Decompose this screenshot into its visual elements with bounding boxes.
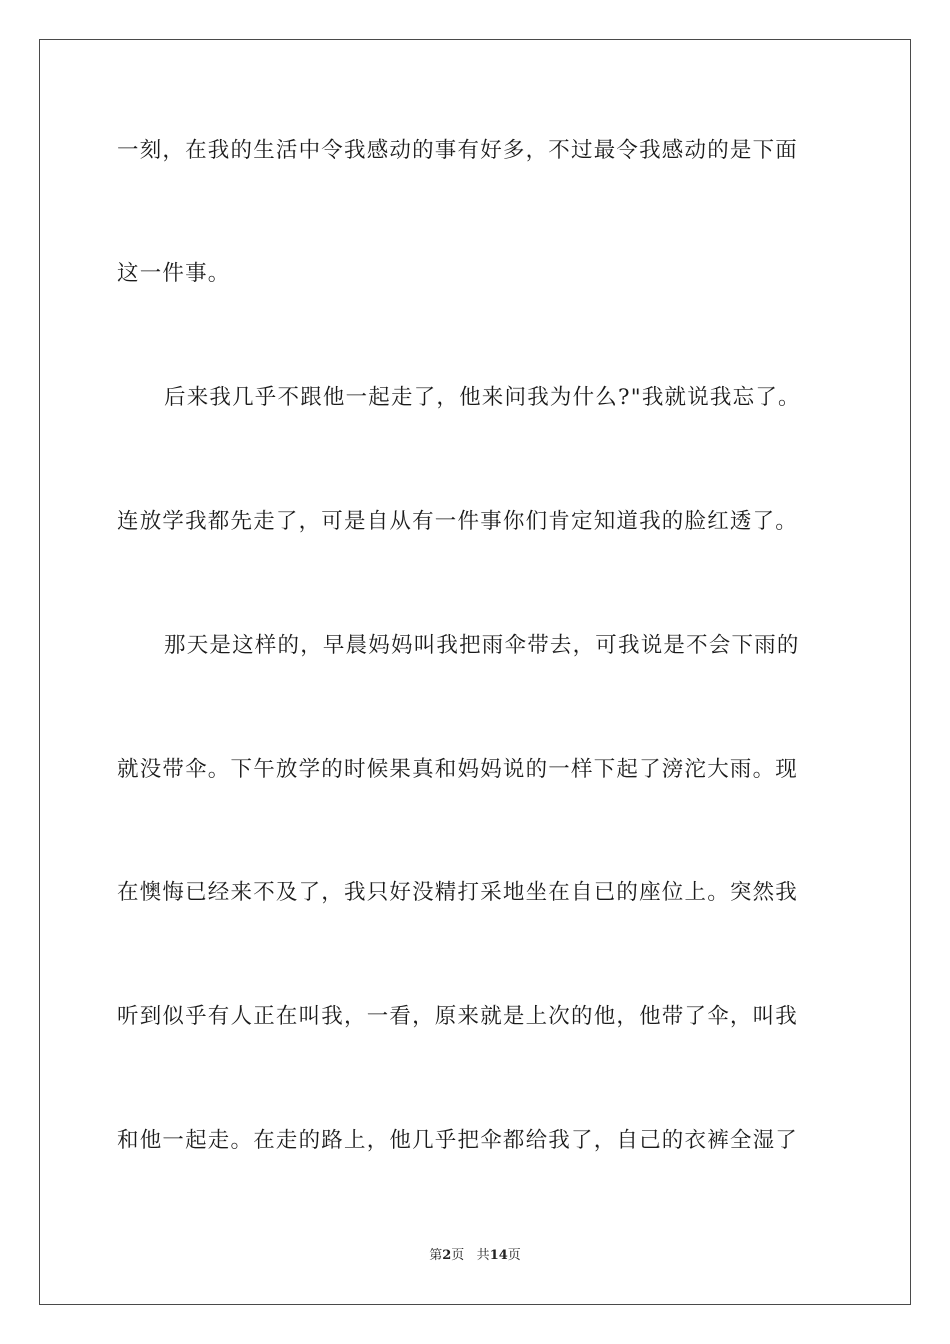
- text-line-8: 听到似乎有人正在叫我，一看，原来就是上次的他，他带了伞，叫我: [117, 1004, 799, 1029]
- text-line-5: 那天是这样的，早晨妈妈叫我把雨伞带去，可我说是不会下雨的: [164, 633, 800, 658]
- page-current-number: 2: [442, 1248, 452, 1263]
- text-line-3: 后来我几乎不跟他一起走了，他来问我为什么?"我就说我忘了。: [164, 385, 801, 410]
- text-line-2: 这一件事。: [117, 261, 231, 286]
- page-frame: [39, 39, 911, 1305]
- total-prefix: 共: [476, 1248, 490, 1263]
- page-suffix: 页: [451, 1248, 465, 1263]
- text-line-9: 和他一起走。在走的路上，他几乎把伞都给我了，自己的衣裤全湿了: [117, 1128, 799, 1153]
- text-line-6: 就没带伞。下午放学的时候果真和妈妈说的一样下起了滂沱大雨。现: [117, 757, 799, 782]
- page-footer: [0, 1246, 950, 1266]
- page-prefix: 第: [429, 1248, 443, 1263]
- text-line-1: 一刻，在我的生活中令我感动的事有好多，不过最令我感动的是下面: [117, 138, 799, 163]
- text-line-4: 连放学我都先走了，可是自从有一件事你们肯定知道我的脸红透了。: [117, 509, 799, 534]
- page-total-number: 14: [489, 1248, 508, 1263]
- total-suffix: 页: [507, 1248, 521, 1263]
- text-line-7: 在懊悔已经来不及了，我只好没精打采地坐在自已的座位上。突然我: [117, 880, 799, 905]
